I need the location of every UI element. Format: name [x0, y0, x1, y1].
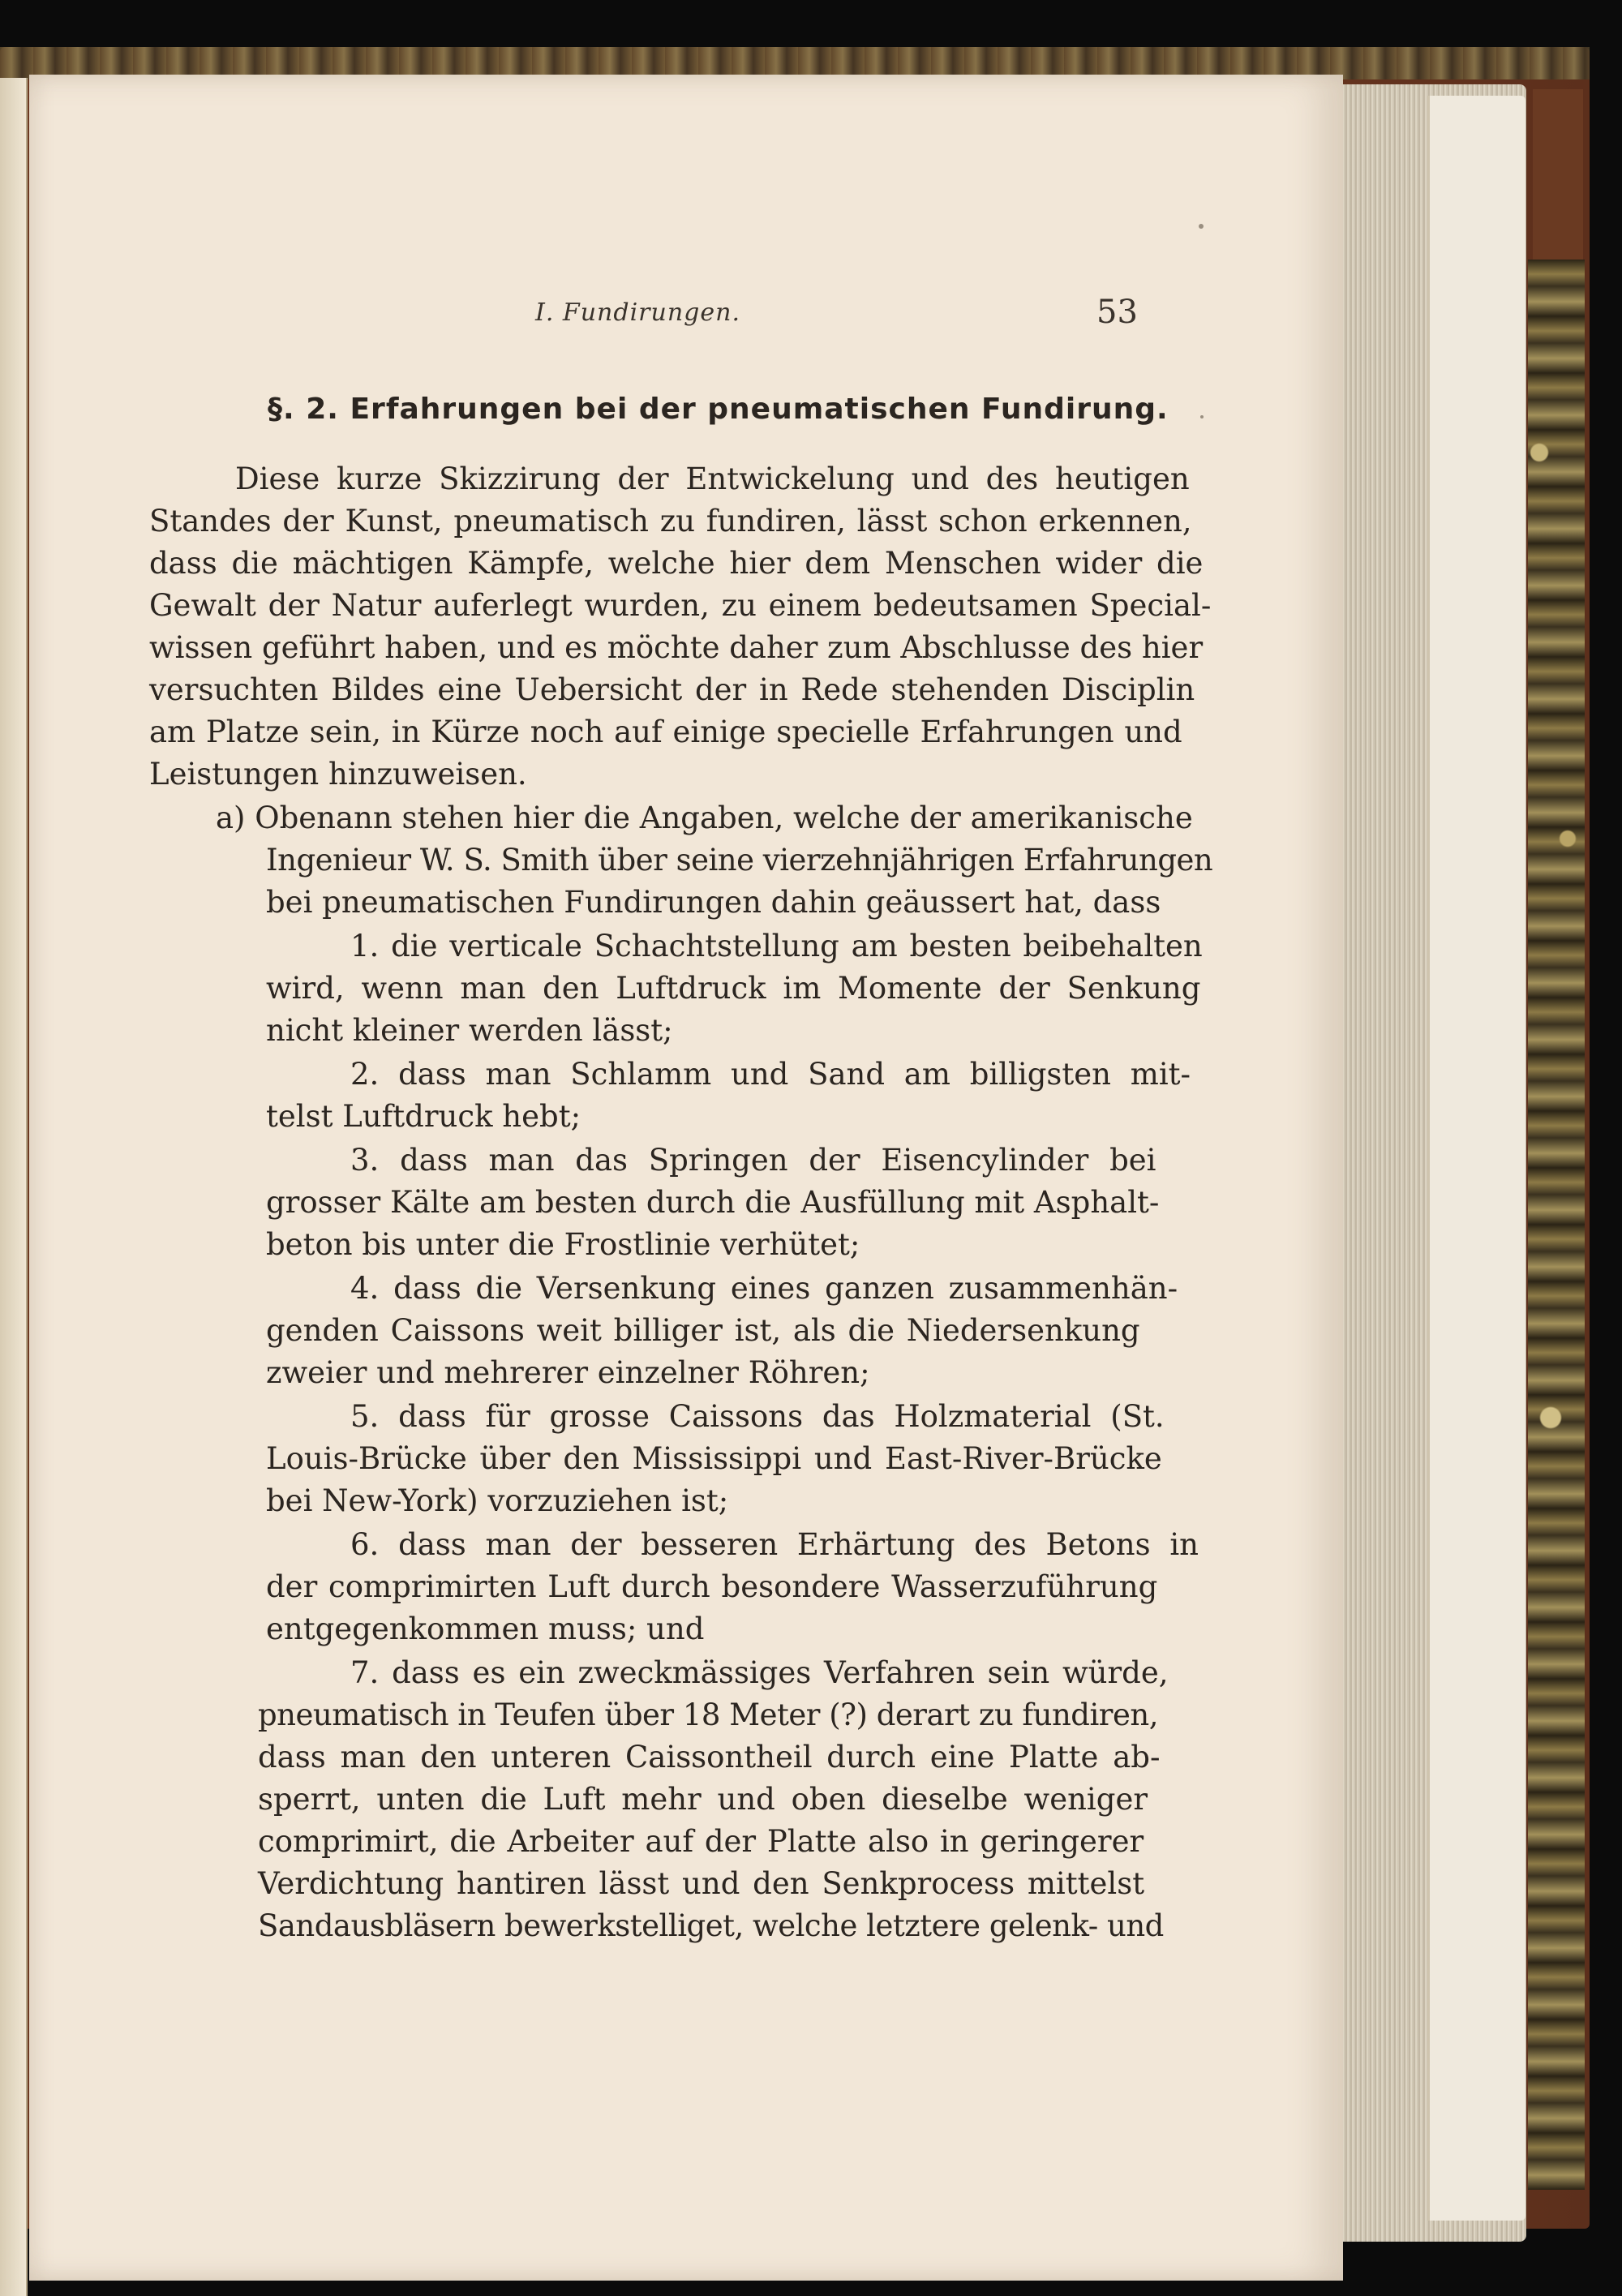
text-line: 6. dass man der besseren Erhärtung des Betons in	[350, 1527, 1199, 1562]
text-line: wissen geführt haben, und es möchte daher zum Abschlusse des hier	[149, 630, 1204, 665]
text-line: wird, wenn man den Luftdruck im Momente der Senkung	[266, 971, 1201, 1006]
paper-speck	[1200, 415, 1204, 418]
page-number: 53	[1096, 294, 1138, 331]
text-line: Ingenieur W. S. Smith über seine vierzehnjährigen Erfahrungen	[266, 843, 1213, 878]
text-line: entgegenkommen muss; und	[266, 1611, 705, 1646]
text-line: 4. dass die Versenkung eines ganzen zusammenhän-	[350, 1271, 1178, 1306]
text-line: 5. dass für grosse Caissons das Holzmaterial (St.	[350, 1399, 1165, 1434]
text-line: genden Caissons weit billiger ist, als die Niedersenkung	[266, 1313, 1140, 1348]
text-line: 7. dass es ein zweckmässiges Verfahren sein würde,	[350, 1655, 1169, 1690]
text-line: 3. dass man das Springen der Eisencylinder bei	[350, 1143, 1156, 1178]
text-line: beton bis unter die Frostlinie verhütet;	[266, 1227, 860, 1262]
running-title: I. Fundirungen.	[535, 298, 740, 327]
section-heading: §. 2. Erfahrungen bei der pneumatischen Fundirung.	[268, 393, 1169, 426]
text-line: zweier und mehrerer einzelner Röhren;	[266, 1355, 870, 1390]
text-line: dass die mächtigen Kämpfe, welche hier dem Menschen wider die	[149, 546, 1204, 581]
text-line: versuchten Bildes eine Uebersicht der in Rede stehenden Disciplin	[149, 672, 1195, 707]
text-line: dass man den unteren Caissontheil durch eine Platte ab-	[258, 1740, 1161, 1775]
text-line: bei New-York) vorzuziehen ist;	[266, 1483, 729, 1518]
text-line: der comprimirten Luft durch besondere Wasserzuführung	[266, 1569, 1158, 1604]
text-line: a) Obenann stehen hier die Angaben, welche der amerikanische	[216, 800, 1193, 835]
text-line: telst Luftdruck hebt;	[266, 1099, 581, 1134]
text-line: Louis-Brücke über den Mississippi und East-River-Brücke	[266, 1441, 1162, 1476]
text-line: sperrt, unten die Luft mehr und oben dieselbe weniger	[258, 1782, 1148, 1817]
text-line: Diese kurze Skizzirung der Entwickelung und des heutigen	[235, 461, 1190, 496]
text-line: pneumatisch in Teufen über 18 Meter (?) derart zu fundiren,	[258, 1697, 1158, 1732]
text-line: 1. die verticale Schachtstellung am besten beibehalten	[350, 929, 1203, 963]
text-line: 2. dass man Schlamm und Sand am billigsten mit-	[350, 1057, 1191, 1092]
text-line: Leistungen hinzuweisen.	[149, 757, 527, 792]
text-line: nicht kleiner werden lässt;	[266, 1013, 673, 1048]
text-line: bei pneumatischen Fundirungen dahin geäussert hat, dass	[266, 885, 1161, 920]
text-line: comprimirt, die Arbeiter auf der Platte also in geringerer	[258, 1824, 1144, 1859]
text-line: Sandausbläsern bewerkstelliget, welche letztere gelenk- und	[258, 1908, 1164, 1943]
paper-speck	[1199, 224, 1204, 229]
text-line: Verdichtung hantiren lässt und den Senkprocess mittelst	[258, 1866, 1145, 1901]
text-line: grosser Kälte am besten durch die Ausfüllung mit Asphalt-	[266, 1185, 1160, 1220]
text-line: am Platze sein, in Kürze noch auf einige specielle Erfahrungen und	[149, 715, 1182, 749]
text-line: Gewalt der Natur auferlegt wurden, zu einem bedeutsamen Special-	[149, 588, 1212, 623]
text-line: Standes der Kunst, pneumatisch zu fundiren, lässt schon erkennen,	[149, 504, 1192, 539]
